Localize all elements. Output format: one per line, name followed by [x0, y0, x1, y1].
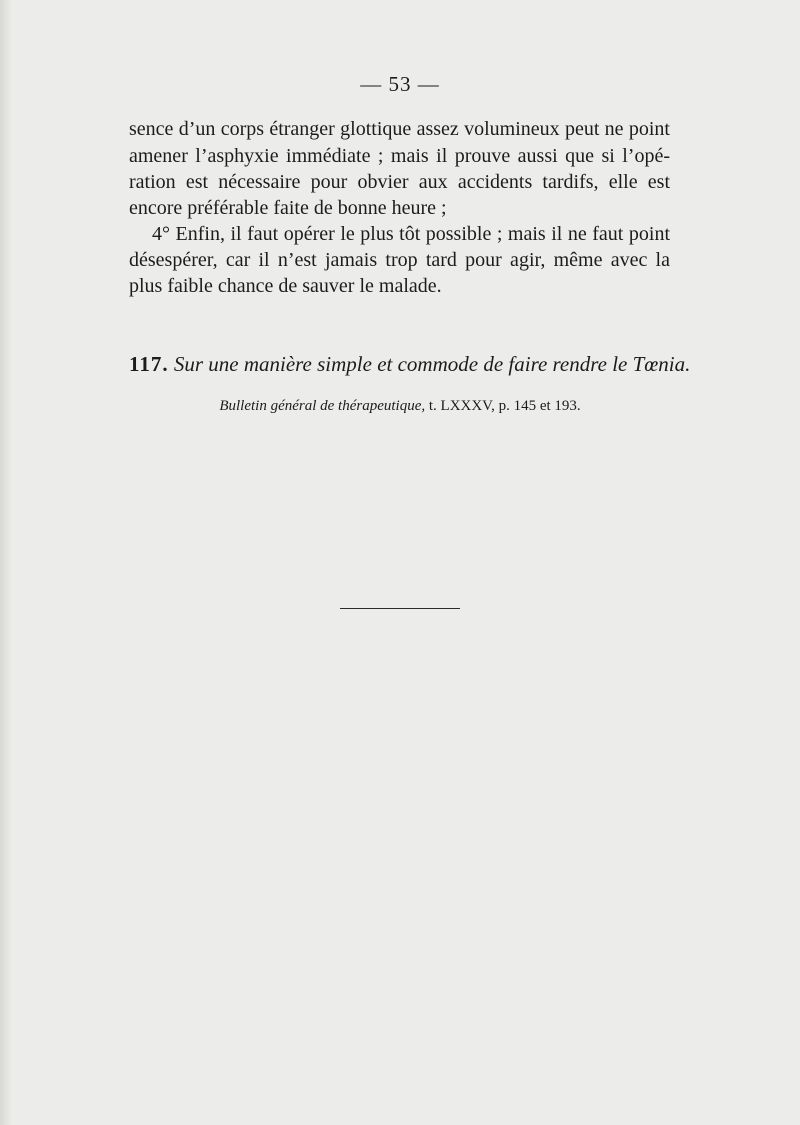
page-edge-shadow [0, 0, 12, 1125]
entry-heading [129, 352, 691, 377]
section-divider [340, 608, 460, 609]
paragraph-line: ration est nécessaire pour obvier aux accidents tardifs, elle est [129, 171, 670, 193]
citation-journal: Bulletin général de thérapeutique, [219, 398, 426, 414]
paragraph-line: amener l’asphyxie immédiate ; mais il prouve aussi que si l’opé- [129, 145, 670, 167]
citation-reference: t. LXXXV, p. 145 et 193. [425, 398, 581, 414]
entry-title: Sur une manière simple et commode de faire rendre le Tœnia. [173, 352, 691, 376]
paragraph-line: encore préférable faite de bonne heure ; [129, 197, 447, 219]
paragraph-line: désespérer, car il n’est jamais trop tard pour agir, même avec la [129, 249, 670, 271]
paragraph-line: sence d’un corps étranger glottique assez volumineux peut ne point [129, 118, 670, 140]
page-number: — 53 — [360, 72, 440, 96]
entry-citation [0, 398, 800, 415]
paragraph-line: plus faible chance de sauver le malade. [129, 275, 442, 297]
paragraph-line: 4° Enfin, il faut opérer le plus tôt possible ; mais il ne faut point [152, 223, 670, 245]
entry-number: 117. [129, 352, 169, 376]
